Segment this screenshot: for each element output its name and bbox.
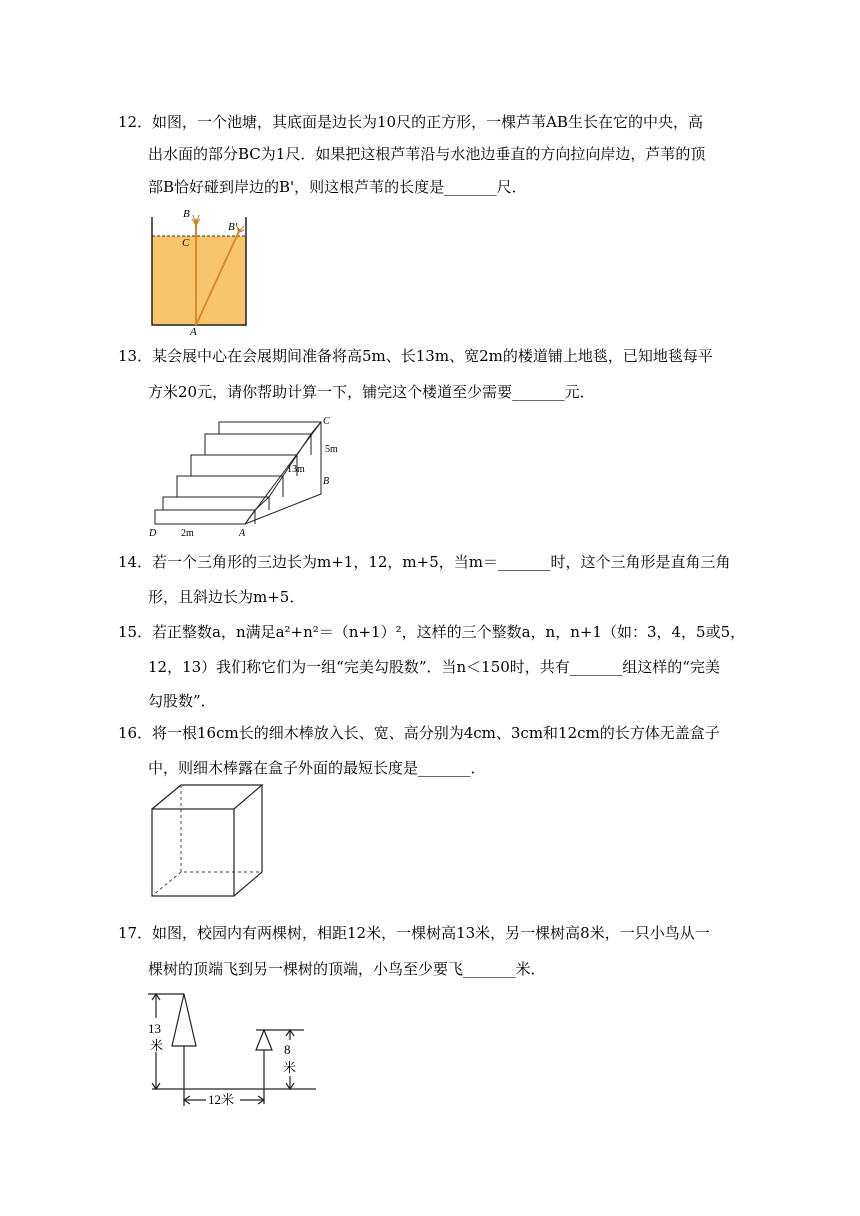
question-text-line: 若一个三角形的三边长为m+1，12，m+5，当m＝_______时，这个三角形是直角三角 — [152, 553, 731, 571]
question-text-line: 如图，一个池塘，其底面是边长为10尺的正方形，一棵芦苇AB生长在它的中央，高 — [152, 113, 703, 131]
label-distance: 12米 — [208, 1092, 235, 1106]
question-text-line: 部B恰好碰到岸边的B'，则这根芦苇的长度是_______尺． — [148, 178, 527, 196]
stairs-figure — [145, 412, 355, 546]
label-C: C — [182, 237, 190, 249]
label-height: 5m — [325, 444, 338, 455]
label-tall-height: 13 — [148, 1021, 161, 1036]
label-B: B — [323, 476, 330, 487]
question-text-line: 12，13）我们称它们为一组“完美勾股数”．当n＜150时，共有_______组这样的“完美 — [148, 658, 720, 676]
label-short-height: 8 — [284, 1042, 291, 1057]
label-A: A — [190, 326, 197, 335]
box-figure — [148, 782, 273, 906]
question-number: 12． — [118, 113, 153, 131]
question-text-line: 若正整数a，n满足a²+n²＝（n+1）²，这样的三个整数a，n，n+1（如：3，4，5或5， — [152, 623, 746, 641]
question-text-line: 形，且斜边长为m+5． — [148, 588, 305, 606]
label-length: 13m — [287, 464, 305, 475]
box-right-edges — [234, 785, 262, 896]
question-number: 17． — [118, 924, 153, 942]
box-top-edges — [152, 785, 262, 809]
two-trees-figure — [144, 988, 324, 1110]
label-tall-unit: 米 — [150, 1038, 164, 1053]
question-text-line: 方米20元，请你帮助计算一下，铺完这个楼道至少需要_______元． — [148, 383, 595, 401]
label-A: A — [239, 528, 246, 539]
question-text-line: 勾股数”． — [148, 692, 216, 710]
question-number: 15． — [118, 623, 153, 641]
label-short-unit: 米 — [283, 1060, 297, 1075]
label-C: C — [323, 416, 330, 427]
pond-reed-figure — [140, 205, 260, 339]
question-text-line: 中，则细木棒露在盒子外面的最短长度是_______． — [148, 759, 486, 777]
question-text-line: 棵树的顶端飞到另一棵树的顶端，小鸟至少要飞_______米． — [148, 960, 546, 978]
label-B: B — [183, 208, 190, 220]
tall-tree-crown — [172, 994, 196, 1046]
box-front-face — [152, 809, 234, 896]
question-number: 13． — [118, 347, 153, 365]
question-text-line: 某会展中心在会展期间准备将高5m、长13m、宽2m的楼道铺上地毯，已知地毯每平 — [152, 347, 713, 365]
pond-water — [152, 236, 246, 325]
question-number: 14． — [118, 553, 153, 571]
label-D: D — [149, 528, 157, 539]
label-width: 2m — [181, 528, 194, 539]
box-hidden-edges — [152, 785, 262, 896]
question-text-line: 出水面的部分BC为1尺．如果把这根芦苇沿与水池边垂直的方向拉向岸边，芦苇的顶 — [148, 145, 706, 163]
question-text-line: 将一根16cm长的细木棒放入长、宽、高分别为4cm、3cm和12cm的长方体无盖盒子 — [152, 724, 720, 742]
reed-inclined-plume — [236, 225, 244, 232]
question-text-line: 如图，校园内有两棵树，相距12米，一棵树高13米，另一棵树高8米，一只小鸟从一 — [152, 924, 710, 942]
label-B-prime: B' — [228, 221, 238, 233]
short-tree-crown — [256, 1030, 272, 1050]
question-number: 16． — [118, 724, 153, 742]
